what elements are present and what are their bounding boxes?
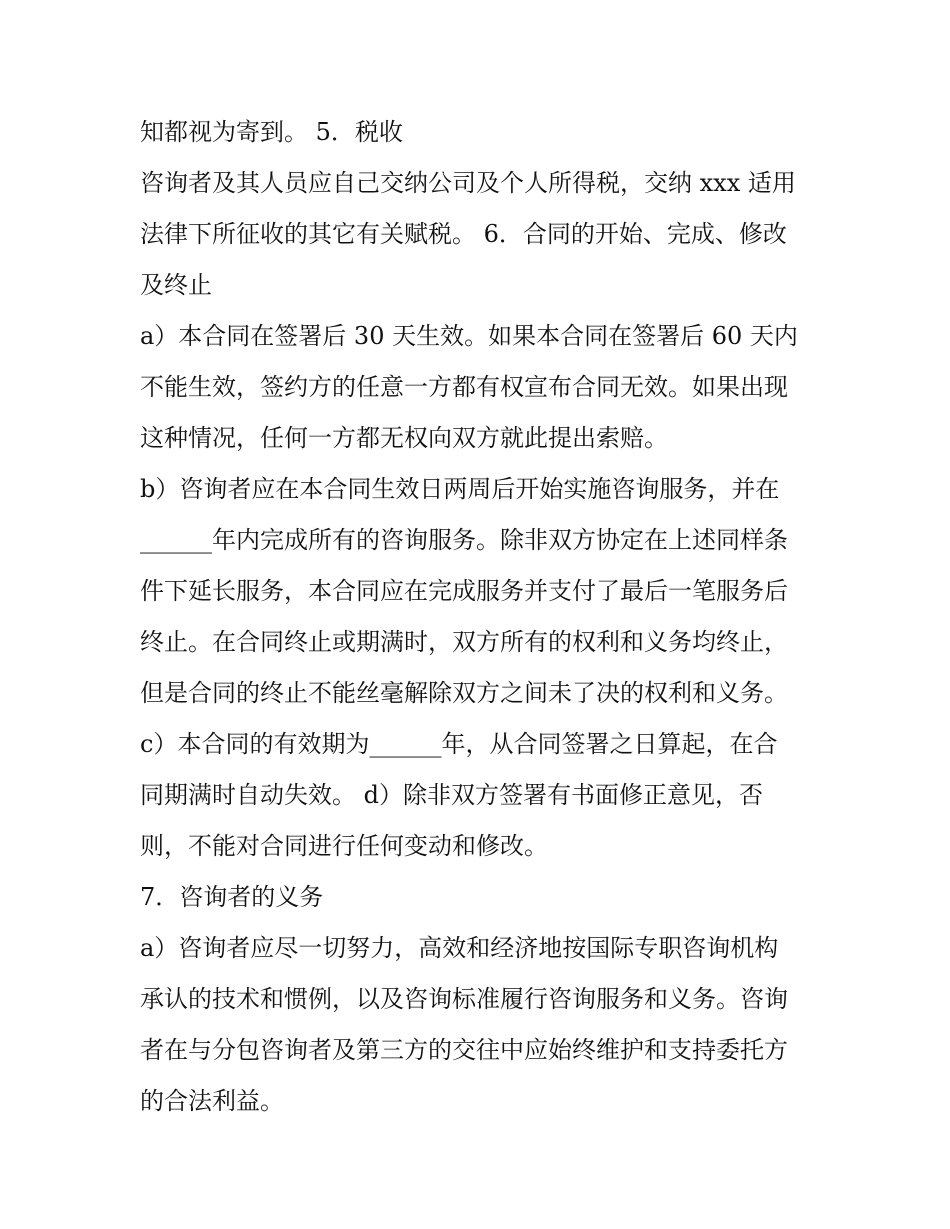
text-line: 终止。在合同终止或期满时，双方所有的权利和义务均终止， bbox=[140, 628, 788, 656]
text-line: ______年内完成所有的咨询服务。除非双方协定在上述同样条 bbox=[140, 526, 788, 554]
text-line: c）本合同的有效期为______年，从合同签署之日算起，在合 bbox=[140, 730, 778, 758]
text-line: a）本合同在签署后 30 天生效。如果本合同在签署后 60 天内 bbox=[140, 322, 798, 350]
text-line: 知都视为寄到。 5．税收 bbox=[140, 118, 403, 146]
text-line: 则，不能对合同进行任何变动和修改。 bbox=[140, 832, 548, 860]
text-line: 但是合同的终止不能丝毫解除双方之间未了决的权利和义务。 bbox=[140, 679, 788, 707]
document-body bbox=[140, 107, 820, 1127]
text-line: 咨询者及其人员应自己交纳公司及个人所得税，交纳 xxx 适用 bbox=[140, 169, 796, 197]
text-line: 者在与分包咨询者及第三方的交往中应始终维护和支持委托方 bbox=[140, 1036, 788, 1064]
text-line: 件下延长服务，本合同应在完成服务并支付了最后一笔服务后 bbox=[140, 577, 788, 605]
text-line: 的合法利益。 bbox=[140, 1087, 284, 1115]
text-line: 不能生效，签约方的任意一方都有权宣布合同无效。如果出现 bbox=[140, 373, 788, 401]
section-heading: 7．咨询者的义务 bbox=[140, 883, 324, 911]
text-line: b）咨询者应在本合同生效日两周后开始实施咨询服务，并在 bbox=[140, 475, 780, 503]
text-line: a）咨询者应尽一切努力，高效和经济地按国际专职咨询机构 bbox=[140, 934, 779, 962]
text-line: 同期满时自动失效。 d）除非双方签署有书面修正意见，否 bbox=[140, 781, 763, 809]
text-line: 法律下所征收的其它有关赋税。 6．合同的开始、完成、修改 bbox=[140, 220, 787, 248]
text-line: 及终止 bbox=[140, 271, 212, 299]
text-line: 承认的技术和惯例，以及咨询标准履行咨询服务和义务。咨询 bbox=[140, 985, 788, 1013]
text-line: 这种情况，任何一方都无权向双方就此提出索赔。 bbox=[140, 424, 668, 452]
